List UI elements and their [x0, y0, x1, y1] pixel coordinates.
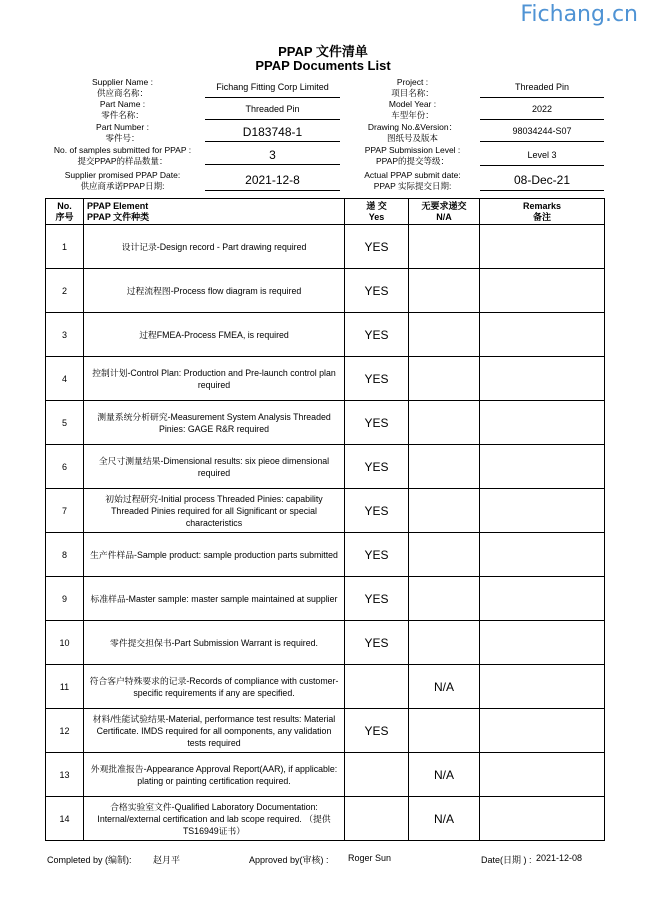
approved-by-label: Approved by(审核) :	[249, 855, 329, 865]
row-submit	[345, 797, 409, 841]
row-remarks	[480, 709, 605, 753]
table-row	[46, 357, 605, 401]
table-row	[46, 225, 605, 269]
row-element: 测量系统分析研究-Measurement System Analysis Threaded Pinies: GAGE R&R required	[84, 401, 345, 445]
col-remarks-header: Remarks 备注	[480, 199, 605, 225]
promised-date-value: 2021-12-8	[205, 173, 340, 191]
ppap-elements-table	[45, 198, 605, 841]
submission-level-value: Level 3	[480, 150, 604, 166]
row-na	[409, 225, 480, 269]
row-element: 材料/性能试验结果-Material, performance test results: Material Certificate. IMDS required for all oomponents, any validation tests required	[84, 709, 345, 753]
title-en: PPAP Documents List	[255, 58, 391, 73]
row-element: 外观批准报告-Appearance Approval Report(AAR), if applicable: plating or painting certification required.	[84, 753, 345, 797]
row-element: 全尺寸测量结果-Dimensional results: six pieoe dimensional required	[84, 445, 345, 489]
row-element: 标准样品-Master sample: master sample maintained at supplier	[84, 577, 345, 621]
part-name-label: Part Name : 零件名称：	[99, 99, 146, 120]
row-na	[409, 357, 480, 401]
row-submit: YES	[345, 445, 409, 489]
row-number: 5	[46, 401, 84, 445]
row-remarks	[480, 269, 605, 313]
row-remarks	[480, 665, 605, 709]
row-na	[409, 533, 480, 577]
table-row	[46, 489, 605, 533]
row-element: 生产件样品-Sample product: sample production parts submitted	[84, 533, 345, 577]
row-na	[409, 313, 480, 357]
row-na	[409, 577, 480, 621]
row-remarks	[480, 533, 605, 577]
supplier-name-value: Fichang Fitting Corp Limited	[205, 82, 340, 98]
actual-date-label: Actual PPAP submit date: PPAP 实际提交日期:	[364, 170, 461, 191]
row-submit	[345, 665, 409, 709]
row-submit: YES	[345, 269, 409, 313]
col-na-header: 无要求递交 N/A	[409, 199, 480, 225]
row-remarks	[480, 753, 605, 797]
row-element: 过程流程图-Process flow diagram is required	[84, 269, 345, 313]
drawing-no-label: Drawing No.&Version： 图纸号及版本	[367, 122, 458, 143]
row-na: N/A	[409, 665, 480, 709]
row-remarks	[480, 313, 605, 357]
row-number: 14	[46, 797, 84, 841]
row-number: 6	[46, 445, 84, 489]
row-submit: YES	[345, 225, 409, 269]
row-na	[409, 489, 480, 533]
row-element: 控制计划-Control Plan: Production and Pre-launch control plan required	[84, 357, 345, 401]
part-number-value: D183748-1	[205, 125, 340, 142]
table-row	[46, 621, 605, 665]
row-submit: YES	[345, 577, 409, 621]
title-cn: PPAP 文件清单	[278, 44, 368, 59]
row-remarks	[480, 445, 605, 489]
row-na: N/A	[409, 753, 480, 797]
table-row	[46, 577, 605, 621]
row-remarks	[480, 797, 605, 841]
table-row	[46, 445, 605, 489]
drawing-no-value: 98034244-S07	[480, 126, 604, 142]
table-row	[46, 797, 605, 841]
part-name-value: Threaded Pin	[205, 104, 340, 120]
completed-by-value: 赵月平	[153, 855, 181, 865]
part-number-label: Part Number : 零件号：	[96, 122, 149, 143]
row-number: 13	[46, 753, 84, 797]
row-submit: YES	[345, 401, 409, 445]
row-number: 4	[46, 357, 84, 401]
date-label: Date(日期 ) :	[481, 855, 532, 865]
col-no-header: No. 序号	[46, 199, 84, 225]
col-element-header: PPAP Element PPAP 文件种类	[84, 199, 345, 225]
row-submit: YES	[345, 313, 409, 357]
project-value: Threaded Pin	[480, 82, 604, 98]
table-row	[46, 401, 605, 445]
row-remarks	[480, 577, 605, 621]
row-na	[409, 621, 480, 665]
completed-by-label: Completed by (编制):	[47, 855, 132, 865]
model-year-value: 2022	[480, 104, 604, 120]
supplier-name-label: Supplier Name : 供应商名称：	[92, 77, 153, 98]
row-na	[409, 445, 480, 489]
row-element: 零件提交担保书-Part Submission Warrant is required.	[84, 621, 345, 665]
actual-date-value: 08-Dec-21	[480, 173, 604, 191]
table-row	[46, 709, 605, 753]
row-number: 8	[46, 533, 84, 577]
row-remarks	[480, 225, 605, 269]
date-value: 2021-12-08	[536, 853, 583, 863]
row-na	[409, 401, 480, 445]
row-na: N/A	[409, 797, 480, 841]
row-element: 符合客户特殊要求的记录-Records of compliance with customer-specific requirements if any are specified.	[84, 665, 345, 709]
row-remarks	[480, 401, 605, 445]
promised-date-label: Supplier promised PPAP Date: 供应商承诺PPAP日期:	[64, 170, 181, 191]
row-element: 设计记录-Design record - Part drawing required	[84, 225, 345, 269]
row-na	[409, 709, 480, 753]
table-row	[46, 533, 605, 577]
table-header-row	[46, 199, 605, 225]
row-number: 9	[46, 577, 84, 621]
watermark-text: Fichang.cn	[520, 2, 638, 27]
row-element: 合格实验室文件-Qualified Laboratory Documentation: Internal/external certification and lab scope required. （提供TS16949证书）	[84, 797, 345, 841]
row-submit	[345, 753, 409, 797]
row-submit: YES	[345, 621, 409, 665]
row-number: 10	[46, 621, 84, 665]
row-element: 初始过程研究-Initial process Threaded Pinies: capability Threaded Pinies required for all Significant or special characteristics	[84, 489, 345, 533]
approved-by-value: Roger Sun	[348, 853, 392, 863]
row-remarks	[480, 357, 605, 401]
samples-count-label: No. of samples submitted for PPAP : 提交PPAP的样品数量：	[53, 145, 192, 166]
row-number: 2	[46, 269, 84, 313]
row-submit: YES	[345, 489, 409, 533]
row-number: 12	[46, 709, 84, 753]
row-number: 11	[46, 665, 84, 709]
table-row	[46, 269, 605, 313]
submission-level-label: PPAP Submission Level : PPAP的提交等级：	[364, 145, 461, 166]
table-row	[46, 665, 605, 709]
col-submit-header: 递 交 Yes	[345, 199, 409, 225]
row-remarks	[480, 621, 605, 665]
table-row	[46, 313, 605, 357]
table-row	[46, 753, 605, 797]
row-submit: YES	[345, 357, 409, 401]
row-remarks	[480, 489, 605, 533]
row-submit: YES	[345, 709, 409, 753]
row-submit: YES	[345, 533, 409, 577]
samples-count-value: 3	[205, 148, 340, 165]
row-number: 7	[46, 489, 84, 533]
row-element: 过程FMEA-Process FMEA, is required	[84, 313, 345, 357]
row-number: 3	[46, 313, 84, 357]
model-year-label: Model Year : 车型年份：	[388, 99, 437, 120]
project-label: Project : 项目名称：	[391, 77, 434, 98]
row-number: 1	[46, 225, 84, 269]
row-na	[409, 269, 480, 313]
